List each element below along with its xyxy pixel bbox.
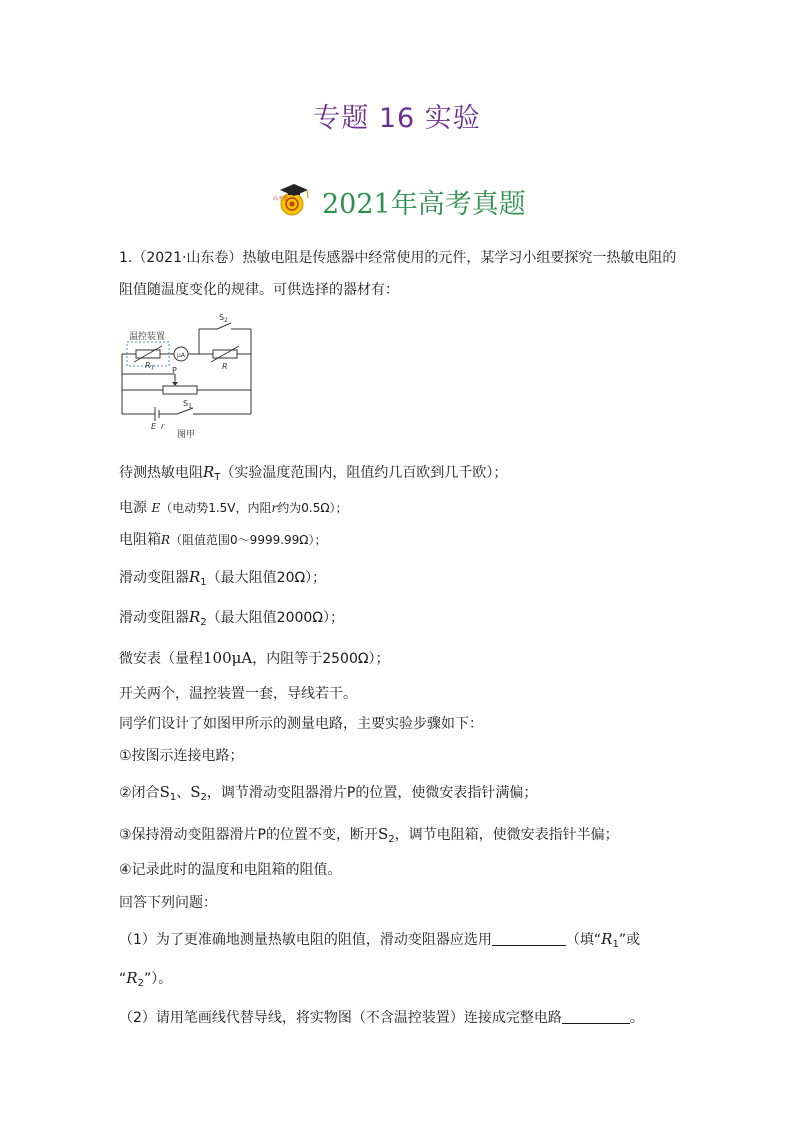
procedure-step1: ①按图示连接电路； — [119, 748, 244, 764]
s1-label: $S_1$ — [183, 399, 192, 410]
r-label: R — [222, 362, 228, 371]
page-title: 专题 16 实验 — [313, 103, 481, 134]
procedure-step4: ④记录此时的温度和电阻箱的阻值。 — [119, 862, 342, 878]
answer-blank-2[interactable] — [562, 1009, 630, 1024]
equipment-item-misc: 开关两个，温控装置一套，导线若干。 — [119, 686, 357, 702]
equipment-item-rheostat-r2: 滑动变阻器$R_2$（最大阻值2000Ω）； — [119, 608, 344, 628]
procedure-intro: 同学们设计了如图甲所示的测量电路，主要实验步骤如下： — [119, 716, 483, 732]
question-intro-line2: 阻值随温度变化的规律。可供选择的器材有： — [119, 282, 399, 298]
equipment-item-source: 电源 E（电动势1.5V，内阻r约为0.5Ω）； — [119, 500, 348, 516]
equipment-item-rheostat-r1: 滑动变阻器$R_1$（最大阻值20Ω）； — [119, 568, 327, 588]
equipment-item-thermistor: 待测热敏电阻$R_T$（实验温度范围内，阻值约几百欧到几千欧）； — [119, 463, 508, 483]
equipment-item-resistance-box: 电阻箱R（阻值范围0～9999.99Ω）； — [119, 532, 327, 548]
procedure-step2: ②闭合$S_1$、$S_2$，调节滑动变阻器滑片P的位置，使微安表指针满偏； — [119, 783, 538, 803]
s2-label: $S_2$ — [219, 313, 228, 324]
mascot-graduate-icon — [270, 180, 314, 220]
answer-blank-1[interactable] — [492, 931, 566, 946]
equipment-item-microammeter: 微安表（量程100μA，内阻等于2500Ω）； — [119, 649, 390, 667]
meter-label: μA — [177, 352, 185, 359]
box-label: 温控装置 — [129, 332, 166, 342]
p-label: P — [172, 366, 177, 375]
logo-text: 高考帮 — [273, 196, 289, 202]
question-intro-line1: 1.（2021·山东卷）热敏电阻是传感器中经常使用的元件，某学习小组要探究一热敏电阻的 — [119, 250, 677, 266]
r-internal-label: r — [161, 422, 165, 431]
figure-caption: 图甲 — [177, 430, 196, 438]
procedure-step3: ③保持滑动变阻器滑片P的位置不变，断开$S_2$，调节电阻箱，使微安表指针半偏； — [119, 825, 619, 845]
e-label: E — [151, 422, 157, 431]
questions-intro: 回答下列问题： — [119, 895, 217, 911]
rt-label: $R_T$ — [145, 361, 155, 372]
section-heading: 2021年高考真题 — [322, 189, 526, 220]
question-1-line1: （1）为了更准确地测量热敏电阻的阻值，滑动变阻器应选用 （填“$R_1$”或 — [119, 930, 641, 950]
question-2: （2）请用笔画线代替导线，将实物图（不含温控装置）连接成完整电路 。 — [119, 1010, 644, 1026]
question-1-line2: “$R_2$”）。 — [119, 969, 173, 989]
circuit-diagram — [119, 310, 259, 438]
rheostat — [163, 386, 197, 394]
